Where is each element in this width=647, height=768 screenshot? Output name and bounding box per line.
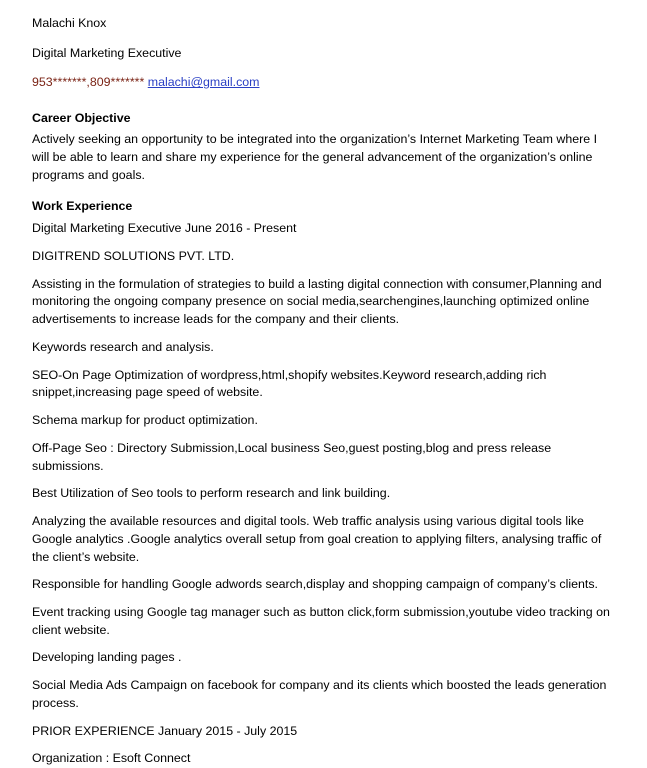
email-link[interactable]: malachi@gmail.com [147,75,260,90]
work-experience-line: Assisting in the formulation of strategies to build a lasting digital connection with consumer,Planning and monitoring the ongoing company presence on social media,searchengines,launching optimized online advertisements to increase leads for the company and their clients. [32,276,602,327]
prior-experience-organization: Organization : Esoft Connect [32,751,191,766]
work-experience-line: Best Utilization of Seo tools to perform research and link building. [32,486,391,501]
candidate-name: Malachi Knox [32,16,107,30]
work-experience-line: Analyzing the available resources and digital tools. Web traffic analysis using various digital tools like Google analytics .Google analytics overall setup from goal creation to applying filters, analysing traffic of the client’s website. [32,514,602,564]
work-experience-line: Digital Marketing Executive June 2016 - Present [32,221,297,236]
section-heading-career-objective: Career Objective [32,110,131,125]
work-experience-line: Keywords research and analysis. [32,339,214,354]
work-experience-line: Off-Page Seo : Directory Submission,Local business Seo,guest posting,blog and press release submissions. [32,440,552,473]
contact-line [32,73,617,92]
work-experience-line: SEO-On Page Optimization of wordpress,html,shopify websites.Keyword research,adding rich snippet,increasing page speed of website. [32,367,547,400]
work-experience-line: Responsible for handling Google adwords search,display and shopping campaign of company’s clients. [32,577,598,592]
work-experience-line: Social Media Ads Campaign on facebook for company and its clients which boosted the leads generation process. [32,678,607,710]
career-objective-paragraph: Actively seeking an opportunity to be integrated into the organization’s Internet Marketing Team where I will be able to learn and share my experience for the general advancement of the organization’s online programs and goals. [32,132,598,182]
prior-experience-line: PRIOR EXPERIENCE January 2015 - July 2015 [32,723,298,738]
candidate-title: Digital Marketing Executive [32,45,182,60]
work-experience-line: Event tracking using Google tag manager such as button click,form submission,youtube video tracking on client website. [32,605,610,637]
phone-number: 953*******,809******* [32,75,145,90]
work-experience-line: Developing landing pages . [32,650,182,665]
work-experience-line: Schema markup for product optimization. [32,413,258,428]
work-experience-line: DIGITREND SOLUTIONS PVT. LTD. [32,248,235,263]
section-heading-work-experience: Work Experience [32,198,133,213]
